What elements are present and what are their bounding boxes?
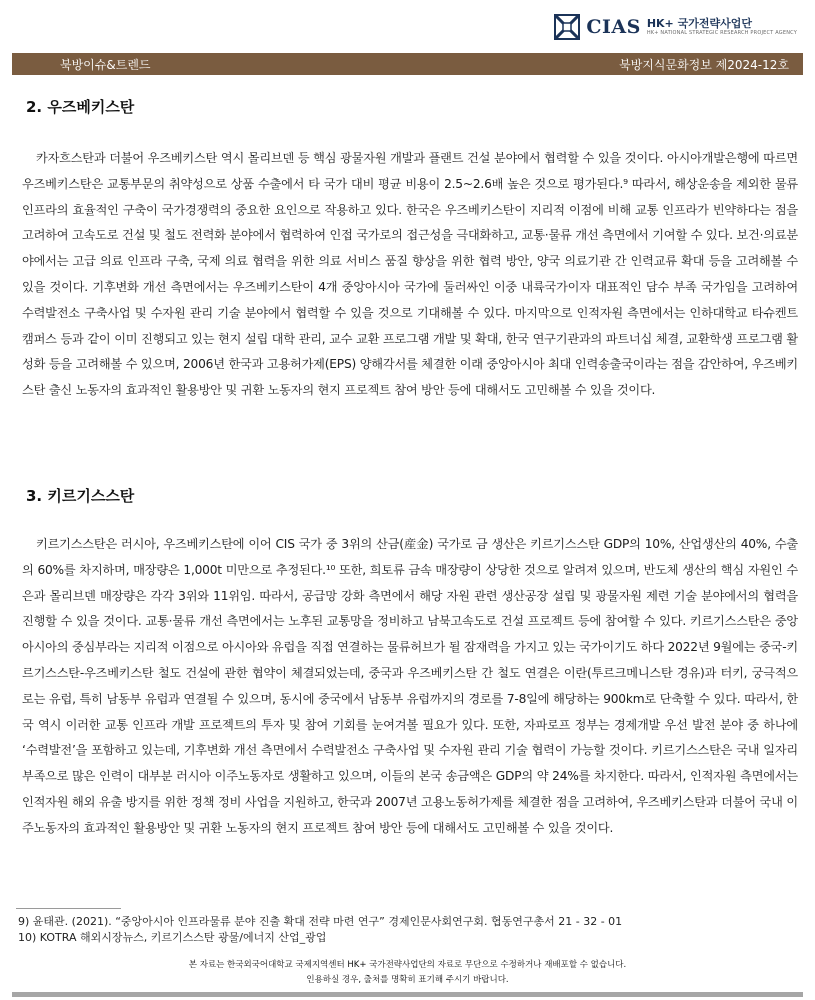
logo-text-block	[647, 18, 797, 36]
cias-emblem-icon	[554, 14, 580, 40]
footnote-10: 10) KOTRA 해외시장뉴스, 키르기스스탄 광물/에너지 산업_광업	[18, 931, 327, 944]
footnote-9: 9) 윤태관. (2021). “중앙아시아 인프라물류 분야 진출 확대 전략 마련 연구” 경제인문사회연구회. 협동연구총서 21 - 32 - 01	[18, 915, 623, 928]
header-category: 북방이슈&트렌드	[60, 57, 151, 72]
logo-title: HK+ 국가전략사업단	[646, 17, 752, 30]
disclaimer-line-2: 인용하실 경우, 출처를 명확히 표기해 주시기 바랍니다.	[306, 975, 509, 985]
footnotes	[18, 914, 622, 946]
section-title-uzbekistan: 2. 우즈베키스탄	[26, 98, 135, 116]
footnote-divider	[16, 908, 121, 909]
header-issue-number: 북방지식문화정보 제2024-12호	[619, 57, 789, 72]
section-paragraph-kyrgyzstan: 키르기스스탄은 러시아, 우즈베키스탄에 이어 CIS 국가 중 3위의 산금(産金) 국가로 금 생산은 키르기스스탄 GDP의 10%, 산업생산의 40%, 수출의 60%를 차지하며, 매장량은 1,000t 미만으로 추정된다.¹⁰ 또한, 희토류 금속 매장량이 상당한 것으로 알려져 있으며, 반도체 생산의 핵심 자원인 수은과 몰리브덴 매장량은 각각 3위와 11위임. 따라서, 공급망 강화 측면에서 해당 자원 관련 생산공장 설립 및 광물자원 제련 기술 분야에서의 협력을 진행할 수 있을 것이다. 교통·물류 개선 측면에서는 노후된 교통망을 정비하고 남북고속도로 건설 프로젝트 등에 참여할 수 있다. 키르기스스탄은 중앙아시아의 중심부라는 지리적 이점으로 아시아와 유럽을 직접 연결하는 물류허브가 될 잠재력을 가지고 있는 국가이기도 하다 2022년 9월에는 중국-키르기스스탄-우즈베키스탄 철도 건설에 관한 협약이 체결되었는데, 중국과 우즈베키스탄 간 철도 연결은 이란(투르크메니스탄 경유)과 터키, 궁극적으로는 유럽, 특히 남동부 유럽과 연결될 수 있으며, 동시에 중국에서 남동부 유럽까지의 경로를 7-8일에 해당하는 900km로 단축할 수 있다. 따라서, 한국 역시 이러한 교통 인프라 개발 프로젝트의 투자 및 참여 기회를 눈여겨볼 필요가 있다. 또한, 자파로프 정부는 경제개발 우선 발전 분야 중 하나에 ‘수력발전’을 포함하고 있는데, 기후변화 개선 측면에서 수력발전소 구축사업 및 수자원 관리 기술 협력이 가능할 것이다. 키르기스스탄은 국내 일자리 부족으로 많은 인력이 대부분 러시아 이주노동자로 생활하고 있으며, 이들의 본국 송금액은 GDP의 약 24%를 차지한다. 따라서, 인적자원 측면에서는 인적자원 해외 유출 방지를 위한 정책 정비 사업을 지원하고, 한국과 2007년 고용노동허가제를 체결한 점을 고려하여, 우즈베키스탄과 더불어 국내 이주노동자의 효과적인 활용방안 및 귀환 노동자의 현지 프로젝트 참여 방안 등에 대해서도 고민해볼 수 있을 것이다.	[22, 537, 799, 835]
bottom-bar	[12, 992, 803, 997]
section-paragraph-uzbekistan: 카자흐스탄과 더불어 우즈베키스탄 역시 몰리브덴 등 핵심 광물자원 개발과 플랜트 건설 분야에서 협력할 수 있을 것이다. 아시아개발은행에 따르면 우즈베키스탄은 교통부문의 취약성으로 상품 수출에서 타 국가 대비 평균 비용이 2.5~2.6배 높은 것으로 평가된다.⁹ 따라서, 해상운송을 제외한 물류 인프라의 효율적인 구축이 국가경쟁력의 중요한 요인으로 작용하고 있다. 한국은 우즈베키스탄이 지리적 이점에 비해 교통 인프라가 빈약하다는 점을 고려하여 고속도로 건설 및 철도 전력화 분야에서 협력하여 인접 국가로의 접근성을 극대화하고, 교통·물류 개선 측면에서 기여할 수 있다. 보건·의료분야에서는 고급 의료 인프라 구축, 국제 의료 협력을 위한 의료 서비스 품질 향상을 위한 협력 방안, 양국 의료기관 간 인력교류 확대 등을 고려해볼 수 있을 것이다. 기후변화 개선 측면에서는 우즈베키스탄이 4개 중앙아시아 국가에 둘러싸인 이중 내륙국가이자 대표적인 담수 부족 국가임을 고려하여 수력발전소 구축사업 및 수자원 관리 기술 분야에서 협력할 수 있을 것으로 기대해볼 수 있다. 마지막으로 인적자원 측면에서는 인하대학교 타슈켄트 캠퍼스 등과 같이 이미 진행되고 있는 현지 설립 대학 관리, 교수 교환 프로그램 개발 및 확대, 한국 연구기관과의 파트너십 체결, 교환학생 프로그램 활성화 등을 고려해볼 수 있으며, 2006년 한국과 고용허가제(EPS) 양해각서를 체결한 이래 중앙아시아 최대 인력송출국이라는 점을 감안하여, 우즈베키스탄 출신 노동자의 효과적인 활용방안 및 귀환 노동자의 현지 프로젝트 참여 방안 등에 대해서도 고민해볼 수 있을 것이다.	[22, 151, 798, 398]
logo-subtitle: HK+ NATIONAL STRATEGIC RESEARCH PROJECT AGENCY	[646, 30, 797, 36]
section-title-kyrgyzstan: 3. 키르기스스탄	[26, 487, 135, 505]
disclaimer-line-1: 본 자료는 한국외국어대학교 국제지역센터 HK+ 국가전략사업단의 자료로 무단으로 수정하거나 재배포할 수 없습니다.	[188, 960, 627, 970]
logo-wordmark: CIAS	[586, 16, 641, 38]
cias-logo	[554, 14, 797, 40]
header-bar	[12, 53, 803, 75]
copyright-disclaimer	[0, 958, 815, 988]
